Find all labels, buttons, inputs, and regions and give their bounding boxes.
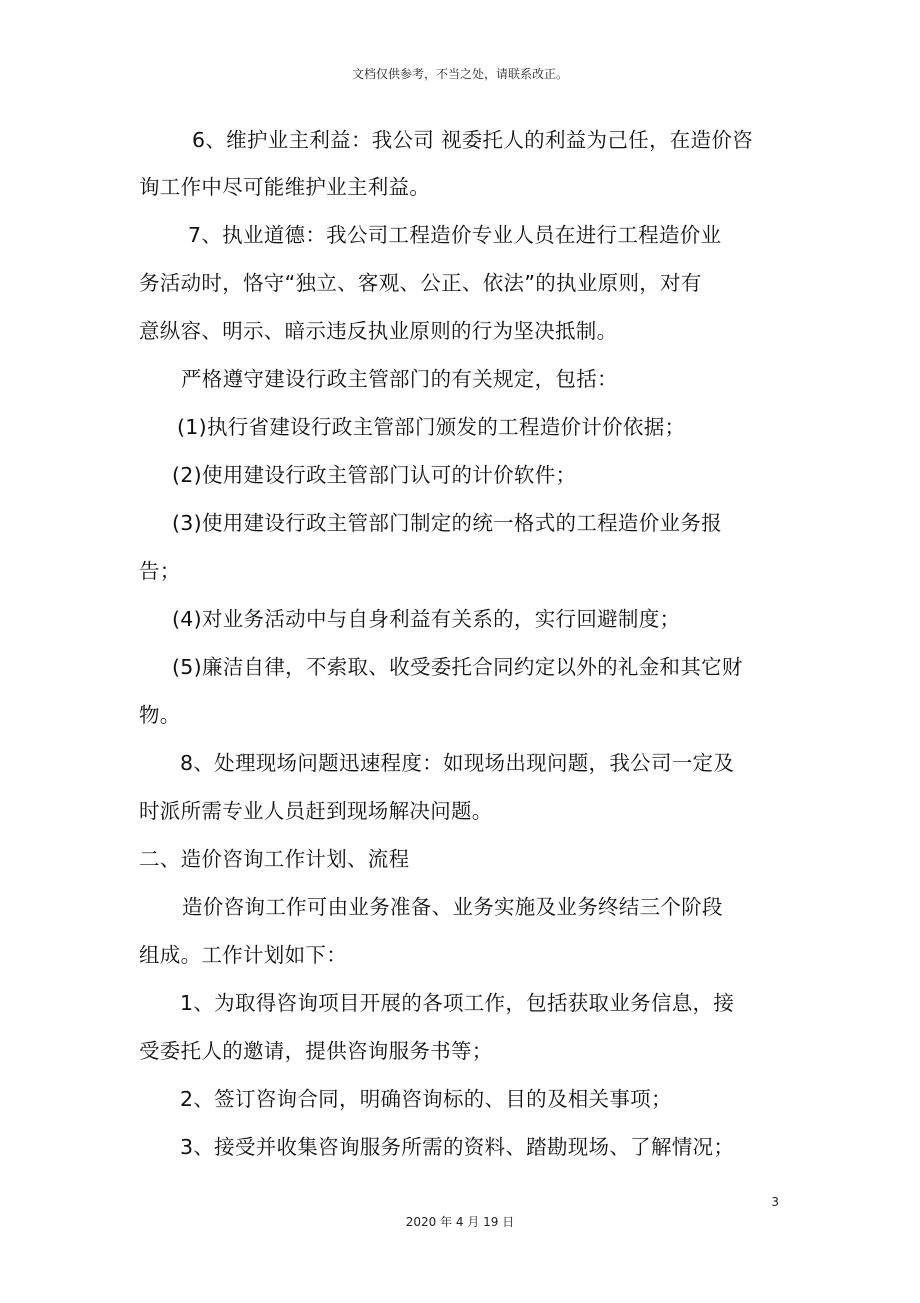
list-item-3-line-1: (3)使用建设行政主管部门制定的统一格式的工程造价业务报 [172, 511, 722, 535]
paragraph-line-14: 8、处理现场问题迅速程度：如现场出现问题，我公司一定及 [180, 751, 735, 775]
list-item-2: (2)使用建设行政主管部门认可的计价软件； [172, 463, 577, 487]
plan-step-2: 2、签订咨询合同，明确咨询标的、目的及相关事项； [180, 1087, 672, 1111]
list-item-5-line-1: (5)廉洁自律，不索取、收受委托合同约定以外的礼金和其它财 [172, 655, 743, 679]
footer-date: 2020 年 4 月 19 日 [405, 1215, 515, 1229]
plan-step-1-line-2: 受委托人的邀请，提供咨询服务书等； [139, 1039, 493, 1063]
paragraph-line-3: 7、执业道德：我公司工程造价专业人员在进行工程造价业 [188, 223, 722, 247]
paragraph-line-1: 6、维护业主利益：我公司 视委托人的利益为己任，在造价咨 [192, 128, 753, 152]
page-number: 3 [771, 1195, 779, 1209]
list-item-3-line-2: 告； [139, 559, 181, 583]
section-heading: 二、造价咨询工作计划、流程 [139, 847, 410, 871]
list-item-1: (1)执行省建设行政主管部门颁发的工程造价计价依据； [177, 415, 686, 439]
plan-step-3: 3、接受并收集咨询服务所需的资料、踏勘现场、了解情况； [180, 1135, 735, 1159]
list-item-5-line-2: 物。 [139, 703, 181, 727]
paragraph-line-6: 严格遵守建设行政主管部门的有关规定，包括： [181, 367, 618, 391]
list-item-4: (4)对业务活动中与自身利益有关系的，实行回避制度； [172, 607, 681, 631]
paragraph-line-5: 意纵容、明示、暗示违反执业原则的行为坚决抵制。 [139, 319, 618, 343]
header-notice: 文档仅供参考，不当之处，请联系改正。 [351, 67, 568, 81]
paragraph-line-4: 务活动时，恪守“独立、客观、公正、依法”的执业原则，对有 [139, 271, 702, 295]
paragraph-line-15: 时派所需专业人员赶到现场解决问题。 [139, 799, 493, 823]
plan-step-1-line-1: 1、为取得咨询项目开展的各项工作，包括获取业务信息，接 [180, 991, 735, 1015]
paragraph-line-18: 组成。工作计划如下： [139, 943, 347, 967]
paragraph-line-17: 造价咨询工作可由业务准备、业务实施及业务终结三个阶段 [182, 895, 723, 919]
paragraph-line-2: 询工作中尽可能维护业主利益。 [139, 175, 431, 199]
